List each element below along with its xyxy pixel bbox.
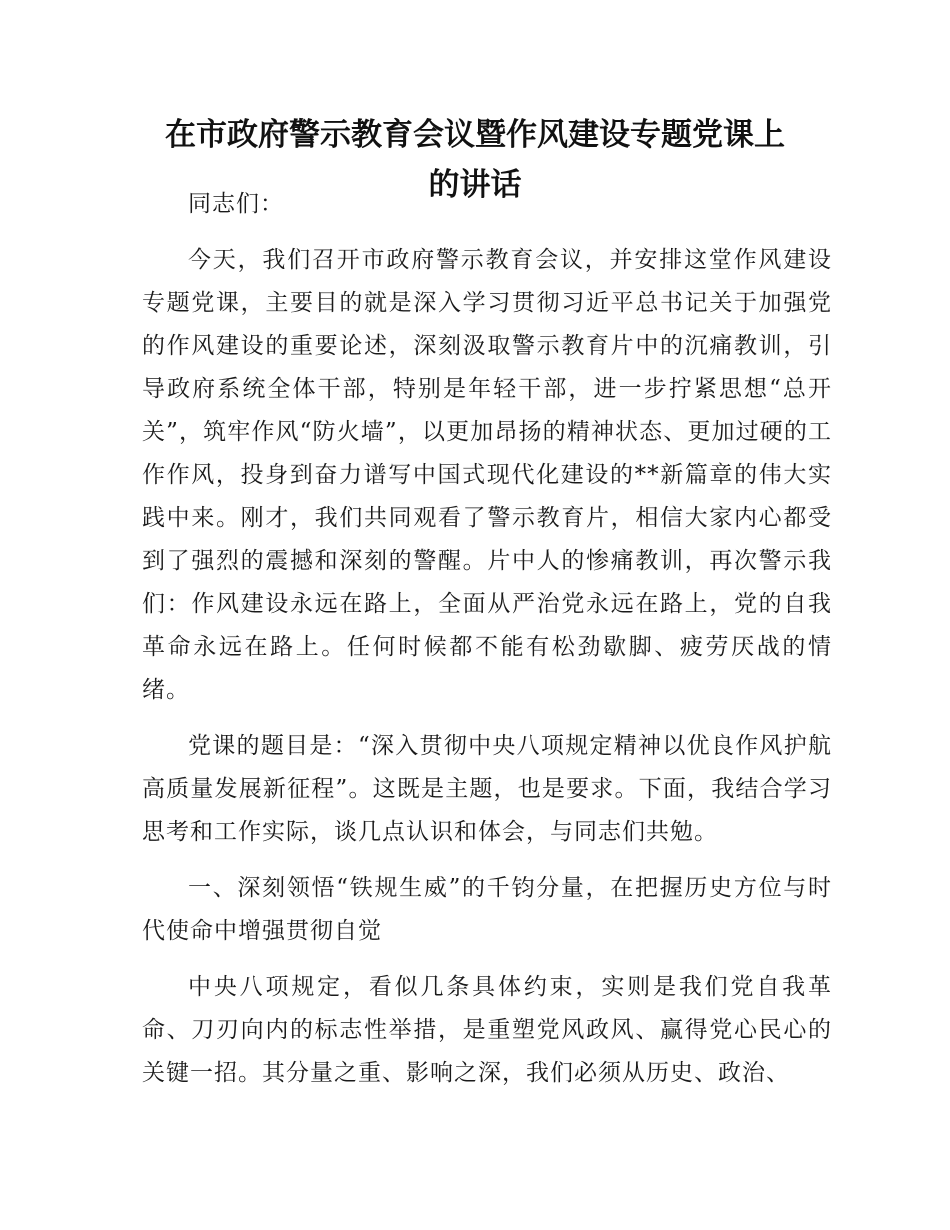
paragraph-intro: 今天，我们召开市政府警示教育会议，并安排这堂作风建设专题党课，主要目的就是深入学习贯彻习近平总书记关于加强党的作风建设的重要论述，深刻汲取警示教育片中的沉痛教训，引导政府系统全体干部，特别是年轻干部，进一步拧紧思想“总开关”，筑牢作风“防火墙”，以更加昂扬的精神状态、更加过硬的工作作风，投身到奋力谱写中国式现代化建设的**新篇章的伟大实践中来。刚才，我们共同观看了警示教育片，相信大家内心都受到了强烈的震撼和深刻的警醒。片中人的惨痛教训，再次警示我们：作风建设永远在路上，全面从严治党永远在路上，党的自我革命永远在路上。任何时候都不能有松劲歇脚、疲劳厌战的情绪。 — [142, 247, 832, 703]
title-line-2: 的讲话 — [428, 167, 522, 203]
section-heading-1: 一、深刻领悟“铁规生威”的千钧分量，在把握历史方位与时代使命中增强贯彻自觉 — [142, 875, 832, 944]
paragraph-topic: 党课的题目是：“深入贯彻中央八项规定精神以优良作风护航高质量发展新征程”。这既是主题，也是要求。下面，我结合学习思考和工作实际，谈几点认识和体会，与同志们共勉。 — [142, 733, 832, 845]
document-body — [142, 183, 832, 1095]
salutation: 同志们： — [188, 191, 284, 217]
paragraph-section-1: 中央八项规定，看似几条具体约束，实则是我们党自我革命、刀刃向内的标志性举措，是重塑党风政风、赢得党心民心的关键一招。其分量之重、影响之深，我们必须从历史、政治、 — [142, 974, 832, 1086]
title-line-1: 在市政府警示教育会议暨作风建设专题党课上 — [165, 117, 785, 153]
